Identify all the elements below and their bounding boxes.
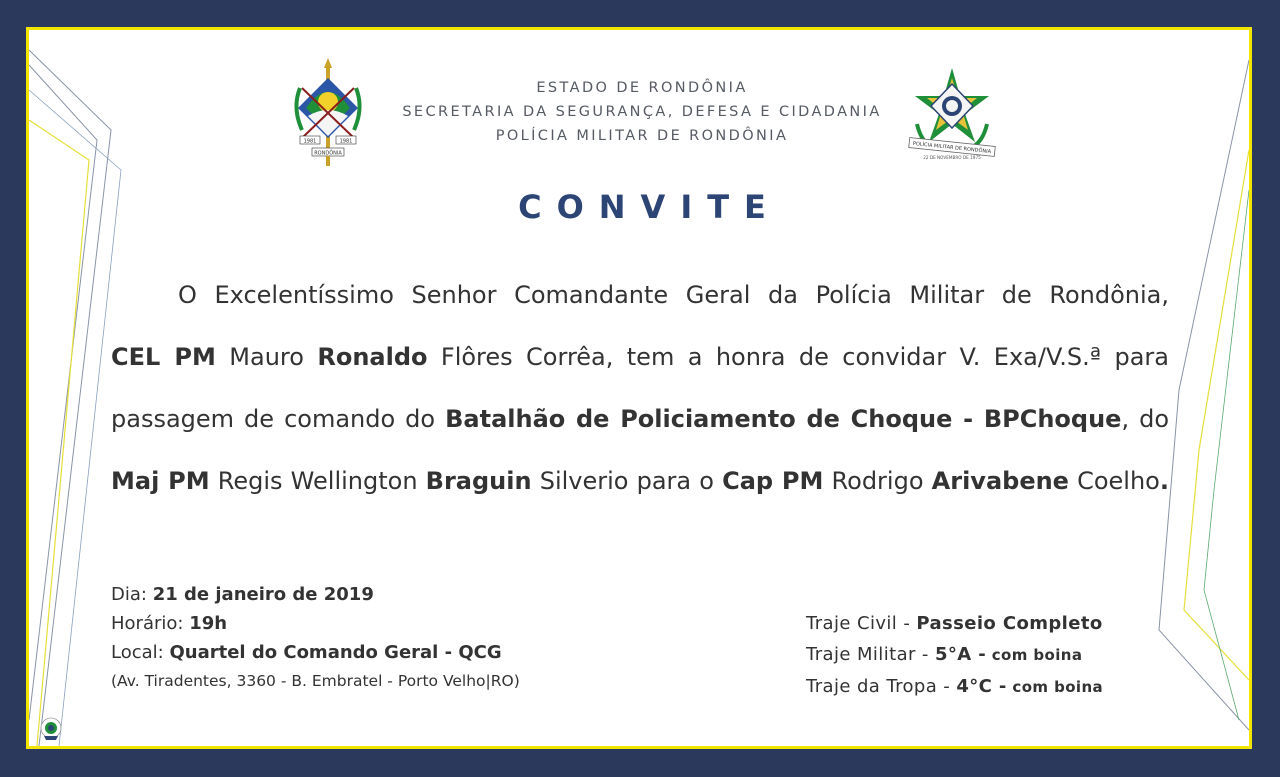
- right-emblem-band: POLÍCIA MILITAR DE RONDÔNIA: [912, 140, 992, 156]
- invitation-body: [111, 264, 1169, 512]
- time-label: Horário:: [111, 613, 184, 634]
- detail-address: (Av. Tiradentes, 3360 - B. Embratel - Porto Velho|RO): [111, 672, 520, 690]
- left-emblem-year-b: 1981: [339, 138, 353, 145]
- dress-civil-label: Traje Civil -: [806, 613, 917, 634]
- left-emblem-name: RONDÔNIA: [314, 150, 342, 157]
- body-text: Rodrigo: [823, 467, 932, 495]
- body-text: Flôres Corrêa, tem a honra de convidar V. Exa/V.S.ª para: [427, 343, 1169, 371]
- body-text: Mauro: [215, 343, 318, 371]
- dress-code: [806, 608, 1103, 703]
- header-state: ESTADO DE RONDÔNIA: [536, 80, 748, 96]
- invitation-card: [26, 27, 1252, 749]
- dress-troop: [806, 671, 1103, 703]
- location-value: Quartel do Comando Geral - QCG: [169, 642, 502, 663]
- event-details: [111, 580, 520, 696]
- dress-military-extra: com boina: [986, 646, 1083, 664]
- dress-troop-extra: com boina: [1006, 678, 1104, 696]
- body-line-4: [111, 450, 1169, 512]
- dress-civil-value: Passeio Completo: [916, 613, 1103, 634]
- header-secretariat: SECRETARIA DA SEGURANÇA, DEFESA E CIDADANIA: [402, 104, 882, 120]
- detail-location: [111, 638, 520, 667]
- rank-cap: Cap PM: [722, 467, 824, 495]
- body-text: Coelho: [1068, 467, 1160, 495]
- rank-maj: Maj PM: [111, 467, 210, 495]
- rank-cel: CEL PM: [111, 343, 216, 371]
- date-value: 21 de janeiro de 2019: [152, 584, 374, 605]
- dress-military: [806, 639, 1103, 671]
- dress-troop-label: Traje da Tropa -: [806, 676, 957, 697]
- time-value: 19h: [189, 613, 228, 634]
- body-line-3: [111, 388, 1169, 450]
- dress-military-label: Traje Militar -: [806, 644, 935, 665]
- location-label: Local:: [111, 642, 164, 663]
- body-period: .: [1159, 467, 1169, 495]
- police-emblem-icon: [907, 66, 997, 162]
- body-text: Regis Wellington: [209, 467, 426, 495]
- dress-civil: [806, 608, 1103, 639]
- body-text: Silverio para o: [531, 467, 723, 495]
- header-police: POLÍCIA MILITAR DE RONDÔNIA: [495, 128, 789, 144]
- date-label: Dia:: [111, 584, 147, 605]
- body-line-2: [111, 326, 1169, 388]
- body-line-1-text: O Excelentíssimo Senhor Comandante Geral da Polícia Militar de Rondônia,: [178, 281, 1169, 309]
- dress-troop-value: 4°C -: [956, 676, 1007, 697]
- name-ronaldo: Ronaldo: [317, 343, 428, 371]
- body-line-1: [111, 264, 1169, 326]
- page-title: CONVITE: [518, 188, 781, 226]
- name-arivabene: Arivabene: [931, 467, 1069, 495]
- body-text: passagem de comando do: [111, 405, 446, 433]
- dress-military-value: 5°A -: [934, 644, 987, 665]
- name-braguin: Braguin: [425, 467, 532, 495]
- left-emblem-year-a: 1981: [303, 138, 317, 145]
- detail-time: [111, 609, 520, 638]
- small-seal-icon: [39, 716, 63, 742]
- detail-date: [111, 580, 520, 609]
- body-text: , do: [1121, 405, 1169, 433]
- battalion-name: Batalhão de Policiamento de Choque - BPChoque: [445, 405, 1122, 433]
- right-emblem-date: 22 DE NOVEMBRO DE 1975: [923, 155, 981, 160]
